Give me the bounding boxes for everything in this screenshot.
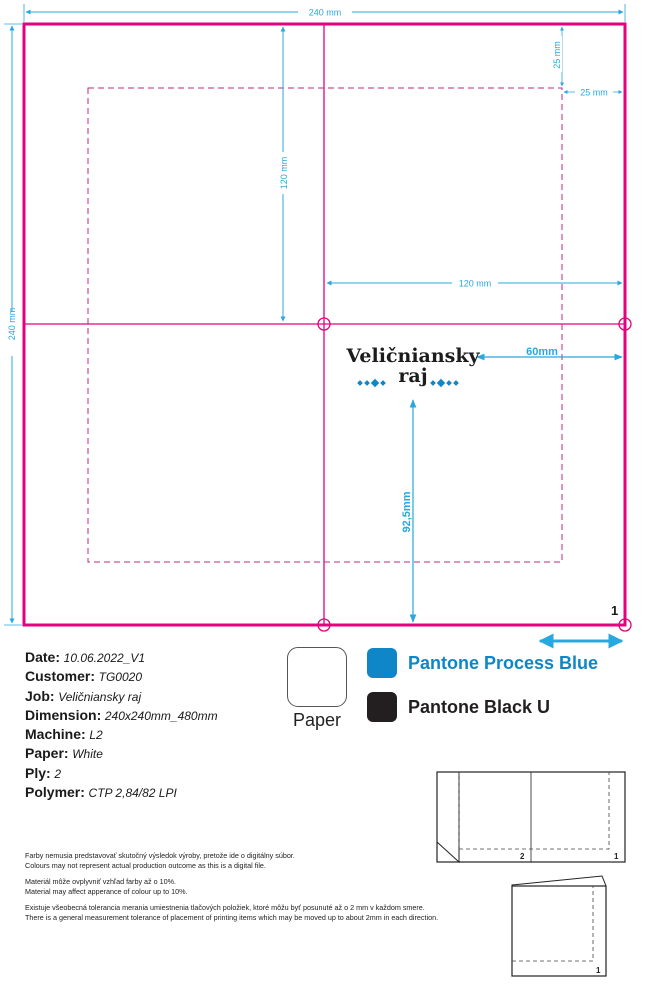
disclaimer-notes bbox=[25, 851, 438, 929]
note-text: Materiál môže ovplyvniť vzhľad farby až o 10%. bbox=[25, 877, 177, 886]
job-info bbox=[25, 648, 218, 802]
dim-label-top: 240 mm bbox=[308, 7, 342, 18]
dim-label-margin-top: 25 mm bbox=[552, 41, 562, 69]
note-text: Colours may not represent actual production outcome as this is a digital file. bbox=[25, 861, 266, 870]
info-row-date bbox=[25, 648, 218, 667]
dim-label-logo-bottom: 92,5mm bbox=[401, 491, 413, 533]
info-key: Job: bbox=[25, 687, 55, 704]
note-text: There is a general measurement tolerance of placement of printing items which may be moved up to about 2mm in each direction. bbox=[25, 913, 439, 922]
info-value: White bbox=[72, 747, 103, 762]
info-value: 2 bbox=[54, 766, 61, 781]
info-value: TG0020 bbox=[98, 670, 142, 685]
note-text: Farby nemusia predstavovať skutočný výsledok výroby, pretože ide o digitálny súbor. bbox=[25, 851, 295, 860]
info-value: L2 bbox=[89, 728, 103, 743]
brand-line-1: Veličniansky bbox=[346, 345, 480, 367]
dim-label-vertical-120: 120 mm bbox=[279, 156, 289, 190]
paper-swatch-label: Paper bbox=[292, 710, 342, 730]
info-row-polymer bbox=[25, 783, 218, 802]
color-label-black: Pantone Black U bbox=[408, 697, 551, 717]
info-key: Dimension: bbox=[25, 706, 102, 723]
brand-logo bbox=[300, 345, 526, 387]
info-row-job bbox=[25, 687, 218, 706]
note-material bbox=[25, 877, 438, 897]
info-key: Polymer: bbox=[25, 784, 85, 801]
info-key: Ply: bbox=[25, 764, 51, 781]
dim-label-horizontal-120: 120 mm bbox=[458, 278, 492, 289]
color-swatch-black bbox=[367, 692, 397, 722]
info-value: 10.06.2022_V1 bbox=[63, 651, 146, 665]
info-key: Customer: bbox=[25, 668, 96, 685]
paper-swatch bbox=[287, 647, 347, 707]
info-value: 240x240mm_480mm bbox=[104, 708, 218, 723]
info-key: Machine: bbox=[25, 726, 86, 743]
info-key: Date: bbox=[25, 649, 61, 665]
fold-diagram-open bbox=[437, 772, 625, 862]
fold-diagram-number-folded: 1 bbox=[596, 966, 601, 975]
fold-diagram-folded bbox=[512, 876, 606, 976]
note-text: Material may affect apperance of colour up to 10%. bbox=[25, 887, 188, 896]
info-row-dimension bbox=[25, 706, 218, 725]
brand-line-2: raj bbox=[398, 365, 428, 387]
dim-label-margin-right: 25 mm bbox=[580, 87, 608, 98]
info-value: Veličniansky raj bbox=[58, 689, 142, 704]
fold-diagram-number-1: 1 bbox=[614, 852, 619, 861]
info-value: CTP 2,84/82 LPI bbox=[88, 786, 177, 801]
fold-diagram-number-2: 2 bbox=[520, 852, 525, 861]
info-row-machine bbox=[25, 725, 218, 744]
dim-label-left: 240 mm bbox=[7, 307, 17, 341]
page-number: 1 bbox=[611, 603, 619, 618]
info-key: Paper: bbox=[25, 745, 69, 762]
note-colour bbox=[25, 851, 438, 871]
color-swatch-process-blue bbox=[367, 648, 397, 678]
note-tolerance bbox=[25, 903, 438, 923]
info-row-customer bbox=[25, 667, 218, 686]
color-label-process-blue: Pantone Process Blue bbox=[408, 653, 599, 673]
info-row-ply bbox=[25, 764, 218, 783]
note-text: Existuje všeobecná tolerancia merania umiestnenia tlačových položiek, ktoré môžu byť posunuté až o 2 mm v každom smere. bbox=[25, 903, 425, 912]
dim-label-logo-right: 60mm bbox=[526, 346, 558, 358]
safe-area bbox=[88, 88, 562, 562]
info-row-paper bbox=[25, 744, 218, 763]
